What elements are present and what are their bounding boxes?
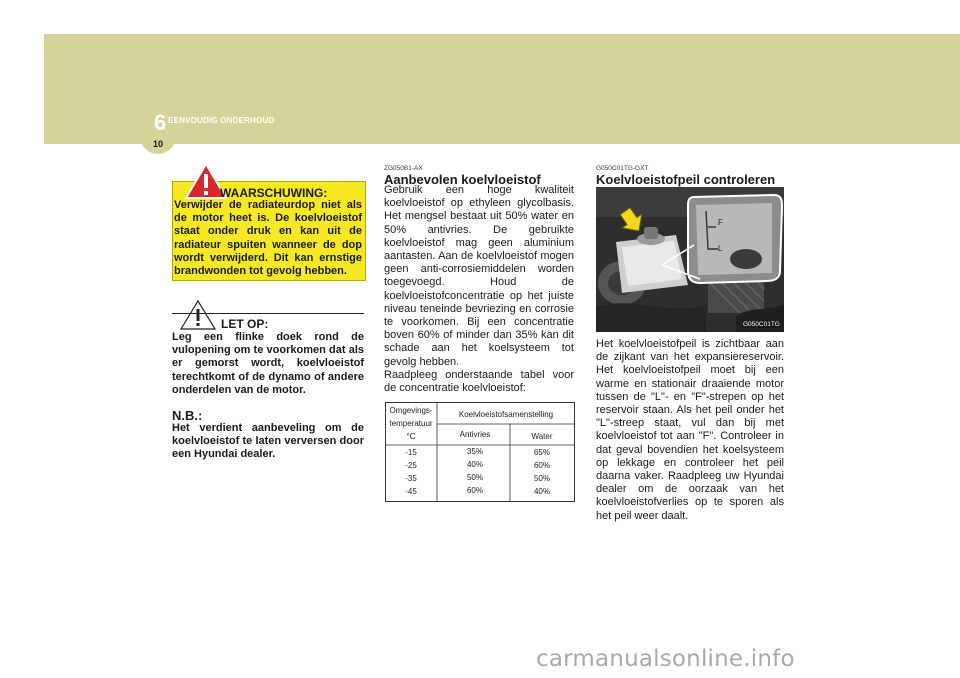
note-title: N.B.: [172, 408, 203, 423]
check-section-code: G050C01TG-GXT [596, 165, 649, 172]
chapter-title: EENVOUDIG ONDERHOUD [168, 116, 275, 125]
photo-full-mark: F [718, 218, 723, 227]
table-cell-temp: -15 [405, 448, 417, 457]
table-cell-antifreeze: 60% [466, 486, 483, 495]
recommended-section-title: Aanbevolen koelvloeistof [384, 172, 541, 187]
table-cell-water: 40% [533, 487, 550, 496]
caution-title: LET OP: [221, 317, 269, 331]
note-text: Het verdient aanbeveling om de koelvloeistof te laten verversen door een Hyundai dealer. [172, 422, 364, 461]
warning-text: Verwijder de radiateurdop niet als de motor heet is. De koelvloeistof staat onder druk en kan uit de radiateur spuiten wanneer de dop wordt verwijderd. Dit kan ernstige brandwonden tot gevolg hebben. [174, 199, 362, 278]
engine-bay-photo [596, 187, 784, 332]
chapter-header-band [44, 34, 960, 144]
caution-triangle-icon [180, 300, 216, 330]
table-cell-water: 65% [533, 448, 550, 457]
caution-text: Leg een flinke doek rond de vulopening om te voorkomen dat als er gemorst wordt, koelvloeistof terechtkomt of de dynamo of andere onderdelen van de motor. [172, 331, 364, 396]
coolant-concentration-table [385, 402, 575, 502]
page-number-tab [140, 136, 176, 154]
table-cell-antifreeze: 40% [466, 460, 483, 469]
table-cell-water: 60% [533, 461, 550, 470]
warning-title: WAARSCHUWING: [220, 186, 328, 200]
recommended-section-code: ZG050B1-AX [384, 165, 423, 172]
recommended-body-text: Gebruik een hoge kwaliteit koelvloeistof op ethyleen glycolbasis. Het mengsel bestaat uit 50% water en 50% antivries. De gebruikte koelvloeistof mag geen aluminium aantasten. Aan de koelvloeistof mogen geen anti-corrosiemiddelen worden toegevoegd. Houd de koelvloeistofconcentratie op het juiste niveau teneinde bevriezing en corrosie te voorkomen. Bij een concentratie boven 60% of minder dan 35% kan dit schade aan het koelsysteem tot gevolg hebben. [384, 184, 574, 368]
table-header-temp-unit: °C [406, 432, 416, 441]
table-header-temp-2: temperatuur [389, 419, 433, 428]
watermark: carmanualsonline.info [536, 646, 795, 672]
check-section-body: Het koelvloeistofpeil is zichtbaar aan de zijkant van het expansiereservoir. Het koelvloeistofpeil moet bij een warme en stationair draaiende motor tussen de "L"- en "F"-strepen op het reservoir staan. Als het peil onder het "L"-streep staat, vul dan bij met koelvloeistof tot aan "F". Controleer in dat geval bovendien het koelsysteem op lekkage en controleer het peil daarna vaker. Raadpleeg uw Hyundai dealer om de oorzaak van het koelvloeistofverlies op te sporen als het peil weer daalt. [596, 338, 784, 522]
page-number: 10 [152, 139, 163, 149]
table-header-composition: Koelvloeistofsamenstelling [458, 410, 554, 419]
table-cell-water: 50% [533, 474, 550, 483]
table-cell-antifreeze: 35% [466, 447, 483, 456]
photo-low-mark: L [718, 244, 723, 253]
table-cell-temp: -35 [405, 474, 417, 483]
recommended-body-text-2: Raadpleeg onderstaande tabel voor de concentratie koelvloeistof: [384, 368, 574, 395]
check-section-title: Koelvloeistofpeil controleren [596, 172, 776, 187]
table-cell-temp: -45 [405, 487, 417, 496]
recommended-section-body [384, 184, 574, 395]
table-header-water: Water [531, 432, 553, 441]
caution-rule [172, 313, 364, 314]
table-cell-temp: -25 [405, 461, 417, 470]
table-header-temp-1: Omgevings- [389, 406, 433, 415]
table-cell-antifreeze: 50% [466, 473, 483, 482]
photo-reference-code: G050C01TG [743, 321, 780, 328]
table-header-antifreeze: Antivries [459, 430, 491, 439]
chapter-number: 6 [154, 110, 167, 135]
